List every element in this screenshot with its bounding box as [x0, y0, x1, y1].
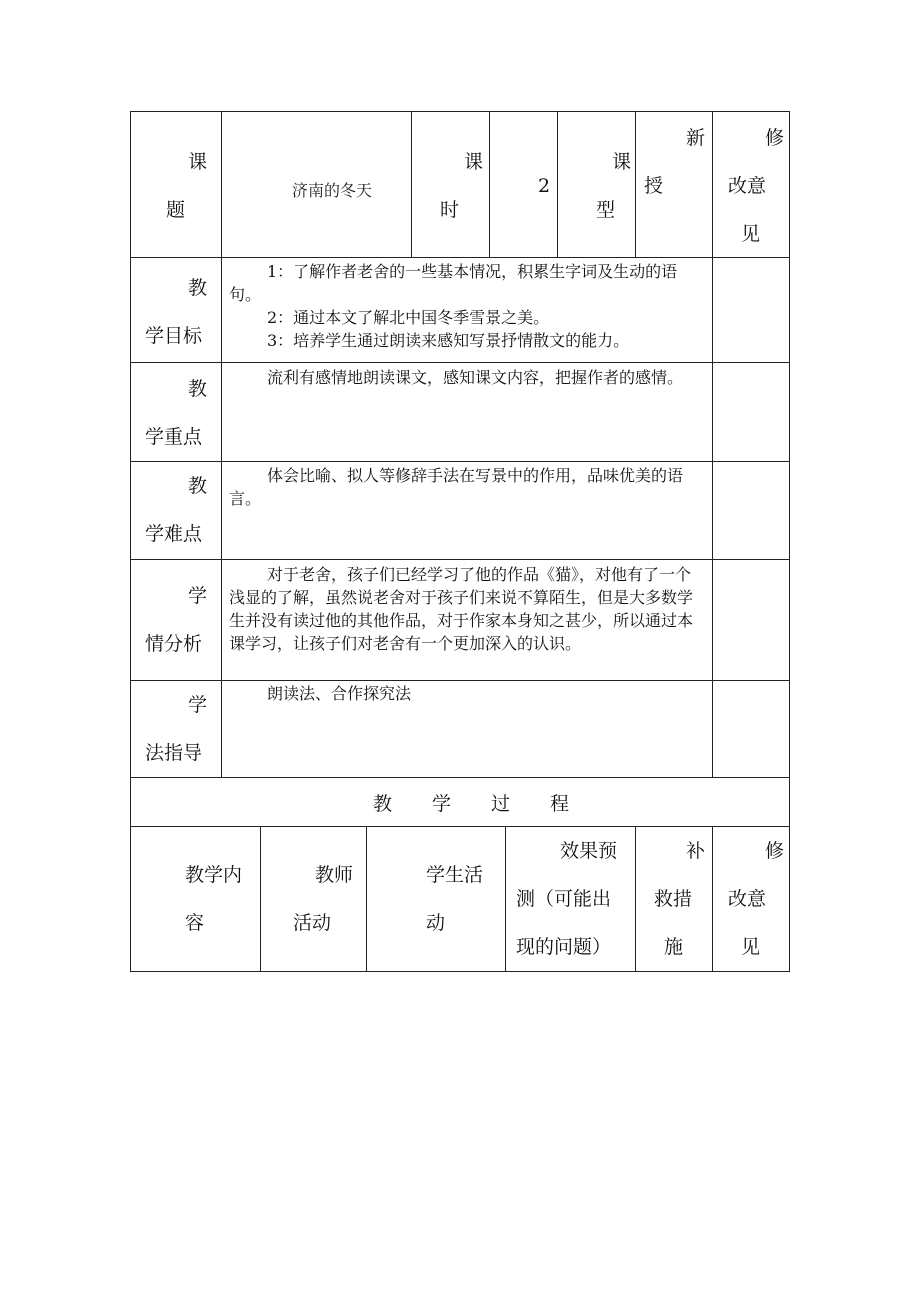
type-label-line1: 课	[612, 151, 632, 173]
keypoints-line: 流利有感情地朗读课文，感知课文内容，把握作者的感情。	[267, 368, 684, 387]
analysis-line: 对于老舍，孩子们已经学习了他的作品《猫》，对他有了一个浅显的了解，虽然说老舍对于孩子们来说不算陌生，但是大多数学生并没有读过他的其他作品，对于作家本身知之甚少，所以通过本课学习，让孩子们对老舍有一个更加深入的认识。	[229, 565, 694, 653]
analysis-text	[229, 563, 705, 655]
col-teacher-line1: 教师	[315, 864, 354, 886]
col-student-cell	[366, 826, 506, 972]
col-content-line1: 教学内	[185, 864, 243, 886]
analysis-label-line1: 学	[188, 585, 208, 607]
revise-label-line2: 改意	[728, 175, 767, 197]
method-text	[229, 682, 705, 705]
analysis-label-line2: 情分析	[145, 633, 203, 655]
keypoints-label-line2: 学重点	[145, 426, 203, 448]
keypoints-revise-cell	[712, 362, 790, 462]
col-effect-line2: 测（可能出	[516, 888, 612, 910]
method-line: 朗读法、合作探究法	[267, 684, 412, 703]
revise-label-line1: 修	[765, 127, 785, 149]
method-label-line2: 法指导	[145, 742, 203, 764]
col-revise-line1: 修	[765, 840, 785, 862]
type-label-line2: 型	[596, 199, 616, 221]
col-revise-line2: 改意	[728, 888, 767, 910]
difficulties-text	[229, 464, 705, 510]
objective-3: 3：培养学生通过朗读来感知写景抒情散文的能力。	[267, 331, 630, 350]
objectives-revise-cell	[712, 257, 790, 363]
process-title: 教学过程	[373, 793, 610, 815]
method-label-line1: 学	[188, 694, 208, 716]
col-revise-line3: 见	[741, 936, 761, 958]
col-student-line1: 学生活	[426, 864, 484, 886]
type-label-cell	[557, 111, 636, 258]
objectives-text	[229, 260, 705, 352]
objective-2: 2：通过本文了解北中国冬季雪景之美。	[267, 308, 550, 327]
hours-value: 2	[538, 175, 551, 197]
type-value-line1: 新	[686, 127, 706, 149]
analysis-revise-cell	[712, 559, 790, 681]
col-remedy-line2: 救措	[654, 888, 693, 910]
topic-label-line2: 题	[166, 199, 186, 221]
col-content-cell	[130, 826, 261, 972]
difficulties-label-line2: 学难点	[145, 523, 203, 545]
col-student-line2: 动	[426, 912, 446, 934]
col-content-line2: 容	[185, 912, 205, 934]
difficulties-label-line1: 教	[188, 475, 208, 497]
hours-label-line1: 课	[464, 151, 484, 173]
difficulties-line: 体会比喻、拟人等修辞手法在写景中的作用，品味优美的语言。	[229, 466, 684, 508]
lesson-title: 济南的冬天	[292, 181, 373, 200]
col-effect-line1: 效果预	[560, 840, 618, 862]
type-value-line2: 授	[644, 175, 664, 197]
difficulties-revise-cell	[712, 461, 790, 560]
objective-1: 1：了解作者老舍的一些基本情况，积累生字词及生动的语句。	[229, 262, 678, 304]
keypoints-text	[229, 366, 705, 389]
col-teacher-line2: 活动	[293, 912, 332, 934]
hours-label-cell	[411, 111, 490, 258]
topic-label-cell	[130, 111, 222, 258]
keypoints-label-line1: 教	[188, 378, 208, 400]
analysis-label-cell	[130, 559, 222, 681]
hours-label-line2: 时	[440, 199, 460, 221]
col-remedy-line3: 施	[664, 936, 684, 958]
objectives-label-line2: 学目标	[145, 325, 203, 347]
col-remedy-line1: 补	[686, 840, 706, 862]
method-revise-cell	[712, 680, 790, 778]
objectives-label-line1: 教	[188, 277, 208, 299]
col-teacher-cell	[260, 826, 367, 972]
revise-label-line3: 见	[741, 223, 761, 245]
topic-label-line1: 课	[188, 151, 208, 173]
col-effect-line3: 现的问题）	[516, 936, 612, 958]
